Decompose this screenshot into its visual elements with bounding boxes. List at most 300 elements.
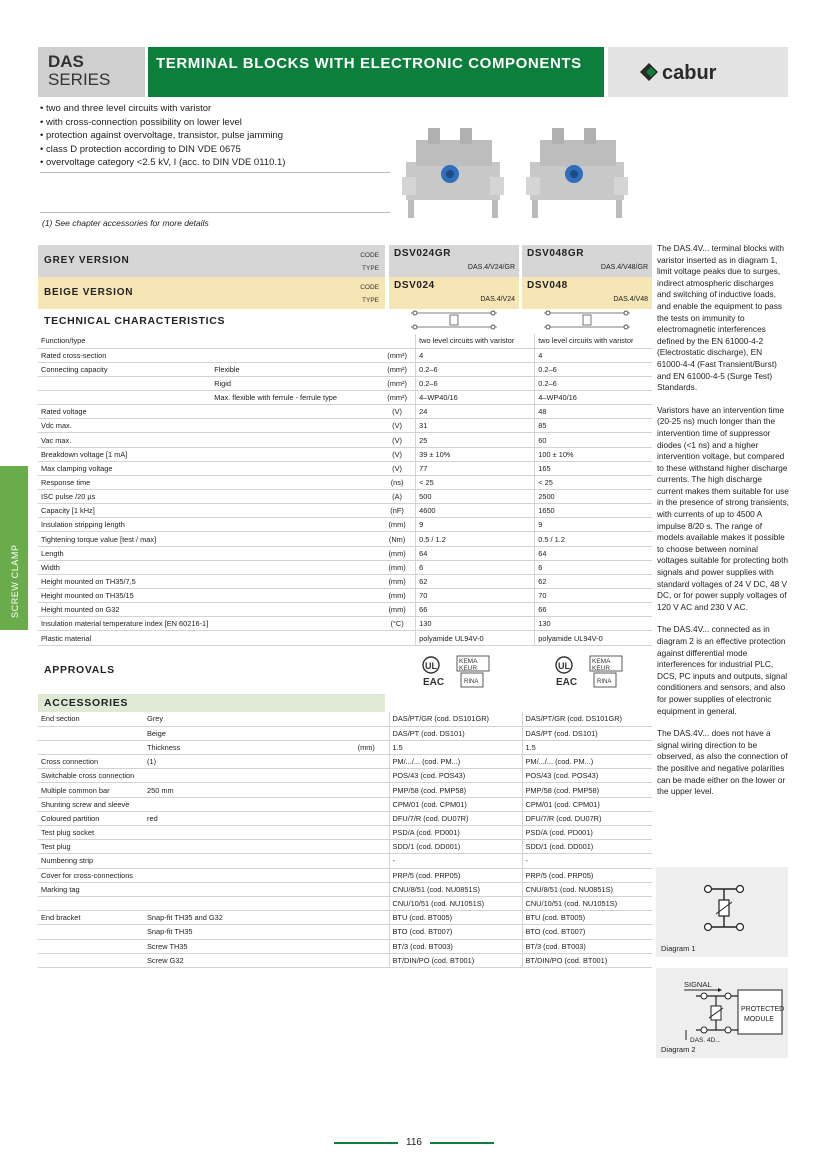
cell-value-1: PMP/58 (cod. PMP58) <box>389 783 522 797</box>
cell-group: Test plug <box>38 840 144 854</box>
cell-sub <box>144 826 344 840</box>
cell-group: Height mounted on G32 <box>38 603 211 617</box>
table-row <box>38 433 652 447</box>
cell-sub <box>211 560 379 574</box>
feature-item: • protection against overvoltage, transistor, pulse jamming <box>40 130 284 142</box>
cell-group: Multiple common bar <box>38 783 144 797</box>
cell-group: Insulation stripping length <box>38 518 211 532</box>
cell-group: Insulation material temperature index [EN 60216-1] <box>38 617 211 631</box>
table-row <box>38 769 652 783</box>
table-row <box>38 953 652 967</box>
product-image-grey <box>398 122 508 222</box>
cell-value-2: 165 <box>535 461 652 475</box>
cell-value-2: DAS/PT/GR (cod. DS101GR) <box>522 712 652 726</box>
svg-text:KEMA: KEMA <box>592 658 611 665</box>
cell-group: Vdc max. <box>38 419 211 433</box>
cell-value-1: 70 <box>416 589 535 603</box>
cell-group <box>38 740 144 754</box>
cell-value-1: 4 <box>416 348 535 362</box>
cell-value-2: 0.5 / 1.2 <box>535 532 652 546</box>
cell-value-2: 66 <box>535 603 652 617</box>
series-box <box>38 47 145 97</box>
cell-group <box>38 726 144 740</box>
cell-value-1: two level circuits with varistor <box>416 334 535 348</box>
table-row <box>38 461 652 475</box>
table-row <box>38 868 652 882</box>
table-row <box>38 504 652 518</box>
cell-group: Numbering strip <box>38 854 144 868</box>
cell-value-2: 130 <box>535 617 652 631</box>
cell-sub <box>211 433 379 447</box>
cell-unit: (nF) <box>379 504 416 518</box>
cell-value-2: two level circuits with varistor <box>535 334 652 348</box>
cell-unit <box>379 631 416 645</box>
cell-value-2: BT/3 (cod. BT003) <box>522 939 652 953</box>
cell-sub: Thickness <box>144 740 344 754</box>
cell-unit: (V) <box>379 405 416 419</box>
cell-unit <box>344 854 389 868</box>
table-row <box>38 348 652 362</box>
cell-sub <box>211 603 379 617</box>
table-row <box>38 532 652 546</box>
cell-value-1: BTU (cod. BT005) <box>389 911 522 925</box>
cell-value-1: 31 <box>416 419 535 433</box>
table-row <box>38 475 652 489</box>
cell-group: End bracket <box>38 911 144 925</box>
cell-value-2: BTO (cod. BT007) <box>522 925 652 939</box>
cell-sub <box>144 840 344 854</box>
table-row <box>38 726 652 740</box>
cell-sub <box>144 882 344 896</box>
cell-group: Cover for cross-connections <box>38 868 144 882</box>
cell-value-1: CNU/8/51 (cod. NU0851S) <box>389 882 522 896</box>
cell-value-2: PSD/A (cod. PD001) <box>522 826 652 840</box>
cell-value-1: 39 ± 10% <box>416 447 535 461</box>
beige-version-label: BEIGE VERSION <box>44 287 134 298</box>
cell-group: Shunting screw and sleeve <box>38 797 144 811</box>
cell-sub: red <box>144 811 344 825</box>
cell-value-1: 500 <box>416 490 535 504</box>
feature-item: • two and three level circuits with varistor <box>40 103 212 114</box>
cell-value-2: 1650 <box>535 504 652 518</box>
cell-unit: (mm²) <box>379 376 416 390</box>
table-row <box>38 911 652 925</box>
cell-group <box>38 939 144 953</box>
cell-value-1: BT/DIN/PO (cod. BT001) <box>389 953 522 967</box>
cell-sub: (1) <box>144 755 344 769</box>
cell-unit: (mm) <box>379 589 416 603</box>
cell-value-1: 4600 <box>416 504 535 518</box>
cell-value-1: DAS/PT (cod. DS101) <box>389 726 522 740</box>
page-title-text: TERMINAL BLOCKS WITH ELECTRONIC COMPONENTS <box>156 55 582 72</box>
table-row <box>38 811 652 825</box>
cell-group: Plastic material <box>38 631 211 645</box>
footnote: (1) See chapter accessories for more details <box>42 218 209 228</box>
cell-value-1: PRP/5 (cod. PRP05) <box>389 868 522 882</box>
description-text <box>657 243 789 809</box>
cell-value-2: polyamide UL94V-0 <box>535 631 652 645</box>
cell-sub <box>144 896 344 910</box>
cell-unit <box>344 868 389 882</box>
cell-value-1: DFU/7/R (cod. DU07R) <box>389 811 522 825</box>
cell-group: Capacity [1 kHz] <box>38 504 211 518</box>
cell-group: End section <box>38 712 144 726</box>
cell-unit: (mm) <box>379 518 416 532</box>
cell-group <box>38 953 144 967</box>
table-row <box>38 405 652 419</box>
cell-value-1: 62 <box>416 574 535 588</box>
cell-unit <box>344 953 389 967</box>
cell-sub <box>211 419 379 433</box>
cell-value-2: 9 <box>535 518 652 532</box>
cell-value-1: 25 <box>416 433 535 447</box>
svg-text:PROTECTED: PROTECTED <box>741 1006 785 1013</box>
table-row <box>38 603 652 617</box>
cell-value-1: 24 <box>416 405 535 419</box>
table-row <box>38 546 652 560</box>
table-row <box>38 896 652 910</box>
cell-sub: Screw G32 <box>144 953 344 967</box>
cell-sub <box>211 490 379 504</box>
grey-product-1: DSV024GR DAS.4/V24/GR <box>389 245 519 277</box>
cell-value-2: 1.5 <box>522 740 652 754</box>
approvals-heading: APPROVALS <box>44 664 115 676</box>
feature-list <box>40 102 390 170</box>
cell-group: Length <box>38 546 211 560</box>
cell-unit: (ns) <box>379 475 416 489</box>
cell-unit: (V) <box>379 461 416 475</box>
logo-icon <box>638 59 758 85</box>
cell-unit <box>344 797 389 811</box>
cell-group: Switchable cross connection <box>38 769 144 783</box>
cell-group: Coloured partition <box>38 811 144 825</box>
cell-sub <box>211 348 379 362</box>
cell-group: Connecting capacity <box>38 362 211 376</box>
feature-item: • class D protection according to DIN VDE 0675 <box>40 143 241 155</box>
paragraph: The DAS.4V... does not have a signal wiring direction to be observed, as also the connection of the positive and negative polarities can be made either on the lower or the upper level. <box>657 728 788 797</box>
cell-unit <box>344 939 389 953</box>
cell-value-2: 64 <box>535 546 652 560</box>
product-image-beige <box>522 122 632 222</box>
series-name: DAS <box>48 52 84 71</box>
cell-group: Width <box>38 560 211 574</box>
svg-text:SIGNAL: SIGNAL <box>684 980 712 989</box>
cell-unit: (mm) <box>379 603 416 617</box>
table-row <box>38 574 652 588</box>
cell-value-2: BT/DIN/PO (cod. BT001) <box>522 953 652 967</box>
cell-sub <box>211 504 379 518</box>
cell-unit <box>344 755 389 769</box>
cell-unit: (mm) <box>379 560 416 574</box>
diagram-2 <box>656 968 788 1058</box>
svg-text:cabur: cabur <box>662 62 717 84</box>
cell-group: ISC pulse /20 µs <box>38 490 211 504</box>
cell-unit: (°C) <box>379 617 416 631</box>
cell-value-2: 0.2–6 <box>535 362 652 376</box>
cell-group: Cross connection <box>38 755 144 769</box>
cell-sub <box>211 475 379 489</box>
table-row <box>38 840 652 854</box>
cell-sub <box>211 405 379 419</box>
svg-text:UL: UL <box>425 661 437 671</box>
cell-sub <box>211 574 379 588</box>
code-type-labels: CODE TYPE <box>360 252 379 272</box>
protection-diagram-icon <box>656 968 788 1046</box>
cell-value-1: CPM/01 (cod. CPM01) <box>389 797 522 811</box>
cell-value-2: CPM/01 (cod. CPM01) <box>522 797 652 811</box>
table-row <box>38 797 652 811</box>
cell-group: Marking tag <box>38 882 144 896</box>
cell-sub <box>211 589 379 603</box>
cell-sub <box>144 868 344 882</box>
accessories-heading: ACCESSORIES <box>44 697 129 709</box>
cell-value-1: CNU/10/51 (cod. NU1051S) <box>389 896 522 910</box>
cell-group: Function/type <box>38 334 211 348</box>
cell-value-1: 4–WP40/16 <box>416 391 535 405</box>
svg-text:RINA: RINA <box>597 679 612 685</box>
svg-text:KEUR: KEUR <box>592 665 611 672</box>
cell-value-1: 0.2–6 <box>416 376 535 390</box>
cell-value-2: 85 <box>535 419 652 433</box>
cell-value-1: - <box>389 854 522 868</box>
code-type-labels: CODE TYPE <box>360 284 379 304</box>
cell-sub: Screw TH35 <box>144 939 344 953</box>
cell-value-2: PMP/58 (cod. PMP58) <box>522 783 652 797</box>
cell-unit <box>344 911 389 925</box>
cell-sub: Snap-fit TH35 <box>144 925 344 939</box>
svg-text:EAC: EAC <box>423 677 445 688</box>
cell-value-2: 2500 <box>535 490 652 504</box>
svg-text:UL: UL <box>558 661 570 671</box>
cell-value-2: < 25 <box>535 475 652 489</box>
cell-sub <box>211 518 379 532</box>
cell-unit: (mm) <box>379 546 416 560</box>
cell-sub: Snap-fit TH35 and G32 <box>144 911 344 925</box>
table-row <box>38 560 652 574</box>
table-row <box>38 419 652 433</box>
cell-group <box>38 376 211 390</box>
paragraph: Varistors have an intervention time (20-25 ns) much longer than the intervention time of suppressor diodes (<1 ns) and a higher intervention voltage, but compared to these withstand higher discharge currents. The high discharge current makes them suitable for use in the presence of strong transients, with currents of up to 4500 A impulse 8/20 s. The range of models available makes it possible to choose between nominal voltages suitable for protecting both signals and power supplies with standard voltages of 24 V DC, 48 V DC, or for power supply voltages of 120 V AC and 230 V AC. <box>657 404 789 612</box>
cell-value-2: BTU (cod. BT005) <box>522 911 652 925</box>
cell-sub: Flexible <box>211 362 379 376</box>
cell-sub <box>144 769 344 783</box>
cell-unit <box>344 840 389 854</box>
cell-sub <box>211 334 379 348</box>
cell-group: Height mounted on TH35/15 <box>38 589 211 603</box>
cell-unit: (Nm) <box>379 532 416 546</box>
table-row <box>38 631 652 645</box>
cell-value-2: 60 <box>535 433 652 447</box>
table-row <box>38 617 652 631</box>
cell-unit <box>379 334 416 348</box>
cell-group: Rated cross-section <box>38 348 211 362</box>
table-row <box>38 362 652 376</box>
cell-value-2: PRP/5 (cod. PRP05) <box>522 868 652 882</box>
cell-value-1: 0.2–6 <box>416 362 535 376</box>
cell-unit: (A) <box>379 490 416 504</box>
footer-line <box>430 1142 494 1144</box>
cell-value-1: BTO (cod. BT007) <box>389 925 522 939</box>
cell-unit: (mm) <box>344 740 389 754</box>
beige-product-1: DSV024 DAS.4/V24 <box>389 277 519 309</box>
table-row <box>38 740 652 754</box>
svg-text:KEMA: KEMA <box>459 658 478 665</box>
table-row <box>38 882 652 896</box>
table-row <box>38 826 652 840</box>
spec-table <box>38 334 652 646</box>
cell-value-2: 48 <box>535 405 652 419</box>
cell-value-2: SDD/1 (cod. DD001) <box>522 840 652 854</box>
divider <box>40 172 390 173</box>
cell-sub <box>144 797 344 811</box>
cell-sub: Beige <box>144 726 344 740</box>
side-tab <box>0 466 28 630</box>
feature-item: • with cross-connection possibility on lower level <box>40 116 242 128</box>
cell-sub <box>211 631 379 645</box>
cell-unit: (V) <box>379 419 416 433</box>
cell-group: Rated voltage <box>38 405 211 419</box>
cell-group: Max clamping voltage <box>38 461 211 475</box>
cell-group <box>38 925 144 939</box>
cell-unit: (mm) <box>379 574 416 588</box>
cell-sub <box>211 546 379 560</box>
cell-value-1: SDD/1 (cod. DD001) <box>389 840 522 854</box>
cell-group: Tightening torque value [test / max] <box>38 532 211 546</box>
table-row <box>38 518 652 532</box>
beige-version-row <box>38 277 385 309</box>
certification-marks <box>395 654 515 688</box>
cell-value-2: DAS/PT (cod. DS101) <box>522 726 652 740</box>
table-row <box>38 712 652 726</box>
cell-value-1: 64 <box>416 546 535 560</box>
cell-value-2: 62 <box>535 574 652 588</box>
svg-text:RINA: RINA <box>464 679 479 685</box>
table-row <box>38 334 652 348</box>
cell-value-2: 0.2–6 <box>535 376 652 390</box>
cell-value-1: 6 <box>416 560 535 574</box>
cell-value-2: CNU/8/51 (cod. NU0851S) <box>522 882 652 896</box>
cell-group: Response time <box>38 475 211 489</box>
cell-value-2: - <box>522 854 652 868</box>
svg-text:KEUR: KEUR <box>459 665 478 672</box>
table-row <box>38 447 652 461</box>
cell-value-2: POS/43 (cod. POS43) <box>522 769 652 783</box>
table-row <box>38 376 652 390</box>
cabur-logo <box>608 47 788 97</box>
cell-value-1: 130 <box>416 617 535 631</box>
cell-group: Breakdown voltage [1 mA] <box>38 447 211 461</box>
divider <box>40 212 390 213</box>
cell-sub <box>211 461 379 475</box>
page-title <box>148 47 604 97</box>
cell-value-1: PSD/A (cod. PD001) <box>389 826 522 840</box>
cell-sub: Grey <box>144 712 344 726</box>
table-row <box>38 490 652 504</box>
svg-text:DAS. 4D...: DAS. 4D... <box>690 1037 721 1044</box>
accessories-table <box>38 712 652 968</box>
table-row <box>38 854 652 868</box>
cell-value-1: DAS/PT/GR (cod. DS101GR) <box>389 712 522 726</box>
cell-unit: (mm²) <box>379 348 416 362</box>
cell-value-2: 4–WP40/16 <box>535 391 652 405</box>
paragraph: The DAS.4V... terminal blocks with varistor inserted as in diagram 1, limit voltage peaks due to surges, indirect atmospheric discharges and switching of inductive loads, and enable the equipment to pass the tests on immunity to electromagnetic interferences defined by the EN 61000-4-2 (Electrostatic discharge), EN 61000-4-4 (Fast Transient/Burst) and EN 61000-4-5 (Surge Test) Standards. <box>657 243 784 393</box>
cell-value-1: 77 <box>416 461 535 475</box>
footer-line <box>334 1142 398 1144</box>
paragraph: The DAS.4V... connected as in diagram 2 is an effective protection against differential mode interferences for industrial PLC, DCS, PC inputs and outputs, signal conditioners and sensors, and also for power supplies of electronic equipment in general. <box>657 624 788 716</box>
cell-value-1: 66 <box>416 603 535 617</box>
cell-unit <box>344 783 389 797</box>
grey-version-label: GREY VERSION <box>44 255 130 266</box>
svg-text:EAC: EAC <box>556 677 578 688</box>
cell-sub <box>211 532 379 546</box>
cell-sub: Max. flexible with ferrule - ferrule type <box>211 391 379 405</box>
cell-value-2: DFU/7/R (cod. DU07R) <box>522 811 652 825</box>
cell-value-2: 70 <box>535 589 652 603</box>
cell-unit <box>344 726 389 740</box>
table-row <box>38 925 652 939</box>
svg-text:MODULE: MODULE <box>744 1016 774 1023</box>
cell-unit <box>344 896 389 910</box>
cell-unit: (mm²) <box>379 391 416 405</box>
cell-value-1: PM/.../... (cod. PM...) <box>389 755 522 769</box>
cell-value-2: 6 <box>535 560 652 574</box>
cell-sub <box>211 617 379 631</box>
varistor-diagram-icon <box>656 867 788 942</box>
table-row <box>38 783 652 797</box>
cell-unit: (V) <box>379 433 416 447</box>
cell-unit <box>344 882 389 896</box>
cell-group: Height mounted on TH35/7,5 <box>38 574 211 588</box>
cell-value-1: 0.5 / 1.2 <box>416 532 535 546</box>
cell-value-2: 4 <box>535 348 652 362</box>
cell-value-1: polyamide UL94V-0 <box>416 631 535 645</box>
cell-unit: (mm²) <box>379 362 416 376</box>
table-row <box>38 589 652 603</box>
page-number: 116 <box>406 1137 422 1148</box>
cell-unit <box>344 826 389 840</box>
cell-unit <box>344 811 389 825</box>
diagram-1-caption: Diagram 1 <box>661 944 696 953</box>
side-tab-label: SCREW CLAMP <box>10 544 20 618</box>
grey-product-2: DSV048GR DAS.4/V48/GR <box>522 245 652 277</box>
cell-value-2: PM/.../... (cod. PM...) <box>522 755 652 769</box>
cell-unit <box>344 712 389 726</box>
cell-value-1: < 25 <box>416 475 535 489</box>
cell-unit: (V) <box>379 447 416 461</box>
cell-sub: Rigid <box>211 376 379 390</box>
cell-group: Test plug socket <box>38 826 144 840</box>
series-label: SERIES <box>48 70 111 89</box>
table-row <box>38 939 652 953</box>
cell-sub <box>211 447 379 461</box>
cell-value-1: BT/3 (cod. BT003) <box>389 939 522 953</box>
cell-sub <box>144 854 344 868</box>
cell-unit <box>344 925 389 939</box>
cell-value-1: 9 <box>416 518 535 532</box>
grey-version-row <box>38 245 385 277</box>
diagram-2-caption: Diagram 2 <box>661 1045 696 1054</box>
cell-group: Vac max. <box>38 433 211 447</box>
table-row <box>38 755 652 769</box>
cell-value-2: CNU/10/51 (cod. NU1051S) <box>522 896 652 910</box>
schematic-icon <box>524 306 650 334</box>
schematic-icon <box>391 306 517 334</box>
diagram-1 <box>656 867 788 957</box>
tech-characteristics-heading: TECHNICAL CHARACTERISTICS <box>44 315 226 327</box>
cell-value-2: 100 ± 10% <box>535 447 652 461</box>
cell-group <box>38 391 211 405</box>
cell-value-1: 1.5 <box>389 740 522 754</box>
